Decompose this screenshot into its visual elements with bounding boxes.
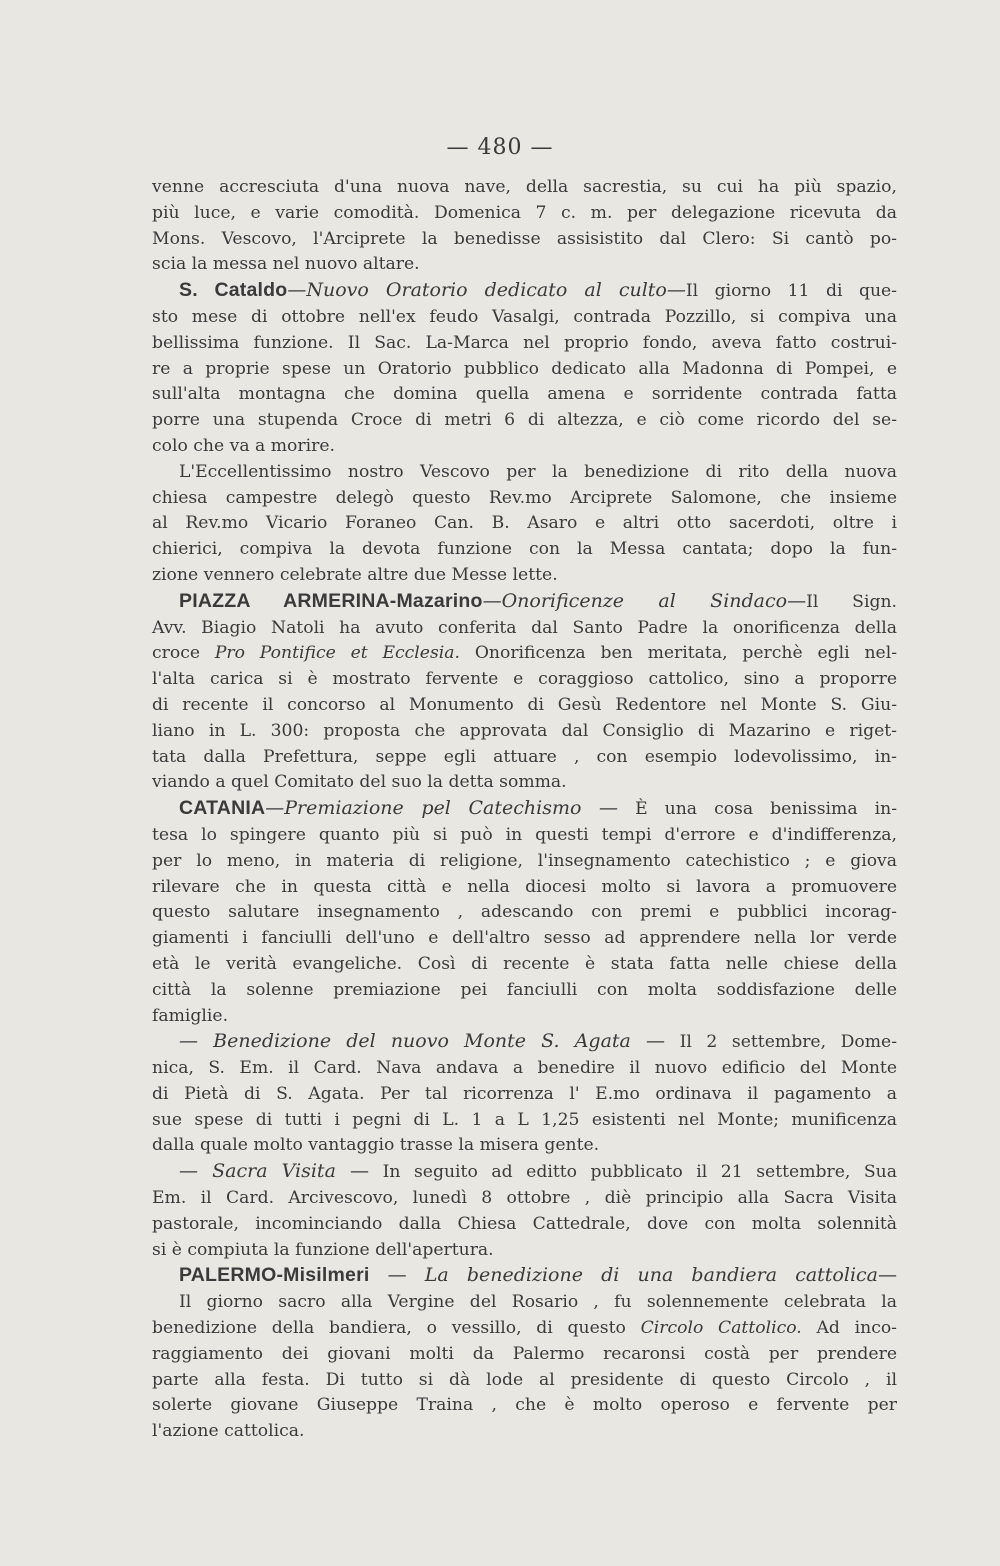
section-heading-title: —Onorificenze al Sindaco— (482, 589, 807, 612)
text-line: Em. il Card. Arcivescovo, lunedì 8 ottobre , diè principio alla Sacra Visita (152, 1188, 897, 1209)
text-line: solerte giovane Giuseppe Traina , che è molto operoso e fervente per (152, 1395, 897, 1416)
text-fragment: Il 2 settembre, Dome- (665, 1032, 898, 1053)
section-heading-title: — Sacra Visita — (179, 1160, 370, 1183)
section-heading-title: — La benedizione di una bandiera cattolica— (369, 1264, 897, 1287)
text-fragment: benedizione della bandiera, o vessillo, di questo (152, 1318, 641, 1339)
section-heading-line (152, 589, 897, 616)
text-line: L'Eccellentissimo nostro Vescovo per la benedizione di rito della nuova (179, 461, 897, 482)
text-line: questo salutare insegnamento , adescando con premi e pubblici incorag- (152, 902, 897, 923)
text-line: sue spese di tutti i pegni di L. 1 a L 1,25 esistenti nel Monte; munificenza (152, 1109, 897, 1130)
text-line: re a proprie spese un Oratorio pubblico dedicato alla Madonna di Pompei, e (152, 358, 897, 379)
text-line: giamenti i fanciulli dell'uno e dell'altro sesso ad apprendere nella lor verde (152, 928, 897, 949)
text-line: pastorale, incominciando dalla Chiesa Cattedrale, dove con molta solennità (152, 1213, 897, 1234)
section-piazza-armerina (152, 589, 897, 796)
text-line: liano in L. 300: proposta che approvata dal Consiglio di Mazarino e riget- (152, 720, 897, 741)
text-fragment: Ad inco- (801, 1318, 897, 1339)
text-line: zione vennero celebrate altre due Messe lette. (152, 564, 558, 585)
text-line: porre una stupenda Croce di metri 6 di altezza, e ciò come ricordo del se- (152, 410, 897, 431)
section-heading-place: PIAZZA ARMERINA-Mazarino (179, 589, 483, 612)
page-body (152, 175, 897, 1445)
text-line: scia la messa nel nuovo altare. (152, 254, 420, 275)
section-s-cataldo (152, 278, 897, 460)
paragraph-continued (152, 175, 897, 278)
text-line: bellissima funzione. Il Sac. La-Marca nel proprio fondo, aveva fatto costrui- (152, 332, 897, 353)
section-heading-place: S. Cataldo (179, 279, 288, 302)
page-number: — 480 — (446, 135, 554, 160)
section-heading-line (152, 1263, 897, 1290)
section-catania (152, 796, 897, 1029)
section-heading-place: CATANIA (179, 797, 266, 820)
text-line: età le verità evangeliche. Così di recente è stata fatta nelle chiese della (152, 953, 897, 974)
text-line: rilevare che in questa città e nella diocesi molto si lavora a promuovere (152, 876, 897, 897)
text-line: l'azione cattolica. (152, 1421, 305, 1442)
text-line: città la solenne premiazione pei fanciulli con molta soddisfazione delle (152, 979, 897, 1000)
text-line: Il giorno sacro alla Vergine del Rosario , fu solennemente celebrata la (179, 1292, 897, 1313)
text-fragment: croce (152, 643, 215, 664)
section-heading-title: —Premiazione pel Catechismo — (265, 797, 619, 820)
text-line: Avv. Biagio Natoli ha avuto conferita dal Santo Padre la onorificenza della (152, 617, 897, 638)
text-fragment: Onorificenza ben meritata, perchè egli nel- (459, 643, 897, 664)
text-line: Mons. Vescovo, l'Arciprete la benedisse assisistito dal Clero: Si cantò po- (152, 228, 897, 249)
text-fragment: In seguito ad editto pubblicato il 21 settembre, Sua (369, 1162, 897, 1183)
text-line: famiglie. (152, 1005, 229, 1026)
section-sacra-visita (152, 1159, 897, 1263)
text-line: sull'alta montagna che domina quella amena e sorridente contrada fatta (152, 384, 897, 405)
section-monte-s-agata (152, 1029, 897, 1159)
text-line: tesa lo spingere quanto più si può in questi tempi d'errore e d'indifferenza, (152, 824, 897, 845)
section-heading-place: PALERMO-Misilmeri (179, 1264, 370, 1287)
paragraph-benedizione (152, 460, 897, 589)
text-line: si è compiuta la funzione dell'apertura. (152, 1239, 494, 1260)
text-line (152, 1316, 897, 1342)
text-fragment: Il giorno 11 di que- (685, 281, 897, 302)
latin-phrase: Pro Pontifice et Ecclesia. (214, 643, 460, 664)
text-fragment: È una cosa benissima in- (618, 799, 897, 820)
section-heading-line (152, 278, 897, 305)
section-heading-line (152, 796, 897, 823)
text-line: parte alla festa. Di tutto si dà lode al presidente di questo Circolo , il (152, 1369, 897, 1390)
text-line: nica, S. Em. il Card. Nava andava a benedire il nuovo edificio del Monte (152, 1058, 897, 1079)
section-heading-title: —Nuovo Oratorio dedicato al culto— (287, 279, 686, 302)
text-fragment: Il Sign. (806, 591, 897, 612)
text-line: al Rev.mo Vicario Foraneo Can. B. Asaro e altri otto sacerdoti, oltre i (152, 513, 897, 534)
section-palermo-misilmeri (152, 1263, 897, 1445)
text-line: viando a quel Comitato del suo la detta somma. (152, 772, 567, 793)
text-line: l'alta carica si è mostrato fervente e coraggioso cattolico, sino a proporre (152, 669, 897, 690)
text-line: per lo meno, in materia di religione, l'insegnamento catechistico ; e giova (152, 850, 897, 871)
text-line: colo che va a morire. (152, 435, 335, 456)
text-line: di Pietà di S. Agata. Per tal ricorrenza l' E.mo ordinava il pagamento a (152, 1083, 897, 1104)
text-line: sto mese di ottobre nell'ex feudo Vasalgi, contrada Pozzillo, si compiva una (152, 306, 897, 327)
section-heading-line (152, 1159, 897, 1186)
circolo-name: Circolo Cattolico. (640, 1318, 802, 1339)
text-line: chiesa campestre delegò questo Rev.mo Arciprete Salomone, che insieme (152, 487, 897, 508)
text-line: dalla quale molto vantaggio trasse la misera gente. (152, 1135, 600, 1156)
section-heading-line (152, 1029, 897, 1056)
text-line (152, 641, 897, 667)
text-line: di recente il concorso al Monumento di Gesù Redentore nel Monte S. Giu- (152, 694, 897, 715)
text-line: chierici, compiva la devota funzione con la Messa cantata; dopo la fun- (152, 539, 897, 560)
text-line: venne accresciuta d'una nuova nave, della sacrestia, su cui ha più spazio, (152, 177, 897, 197)
section-heading-title: — Benedizione del nuovo Monte S. Agata — (179, 1030, 666, 1053)
text-line: più luce, e varie comodità. Domenica 7 c. m. per delegazione ricevuta da (152, 202, 897, 223)
text-line: tata dalla Prefettura, seppe egli attuare , con esempio lodevolissimo, in- (152, 746, 897, 767)
text-line: raggiamento dei giovani molti da Palermo recaronsi costà per prendere (152, 1343, 897, 1364)
